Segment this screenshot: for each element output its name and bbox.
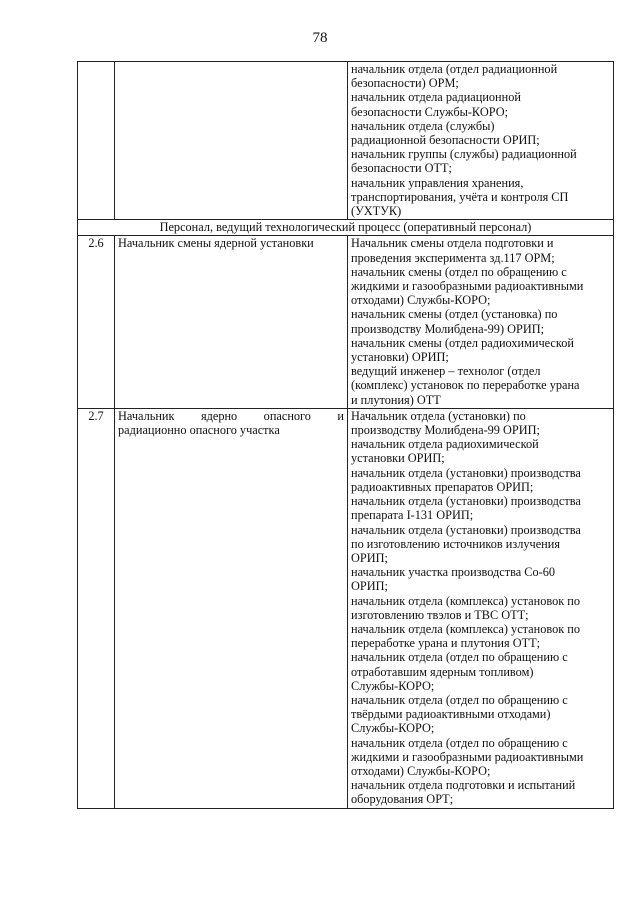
personnel-table — [77, 61, 614, 809]
position-line: радиационно опасного участка — [118, 423, 280, 438]
position-cell: Начальник смены ядерной установки — [115, 236, 348, 408]
table-row — [78, 236, 614, 408]
responsible-cell — [348, 408, 614, 808]
responsible-list: начальник отдела (отдел радиационной безопасности) ОРМ; начальник отдела радиационной безопасности Службы-КОРО; начальник отдела (службы) радиационной безопасности ОРИП; начальник группы (службы) радиационной безопасности ОТТ; начальник управления хранения, транспортирования, учёта и контроля СП (УХТУК) — [351, 62, 577, 219]
section-heading-row — [78, 220, 614, 236]
position-cell — [115, 408, 348, 808]
row-number-cell: 2.6 — [78, 236, 115, 408]
page-number: 78 — [312, 30, 328, 46]
responsible-list: Начальник отдела (установки) по производству Молибдена-99 ОРИП; начальник отдела радиохимической установки ОРИП; начальник отдела (установки) производства радиоактивных препаратов ОРИП; начальник отдела (установки) производства препарата I-131 ОРИП; начальник отдела (установки) производства по изготовлению источников излучения ОРИП; начальник участка производства Со-60 ОРИП; начальник отдела (комплекса) установок по изготовлению твэлов и ТВС ОТТ; начальник отдела (комплекса) установок по переработке урана и плутония ОТТ; начальник отдела (отдел по обращению с отработавшим ядерным топливом) Службы-КОРО; начальник отдела (отдел по обращению с твёрдыми радиоактивными отходами) Службы-КОРО; начальник отдела (отдел по обращению с жидкими и газообразными радиоактивными отходами) Службы-КОРО; начальник отдела подготовки и испытаний оборудования ОРТ; — [351, 408, 584, 807]
responsible-cell — [348, 62, 614, 220]
position-line: Начальник ядерно опасного и — [118, 408, 344, 423]
responsible-list: Начальник смены отдела подготовки и проведения эксперимента зд.117 ОРМ; начальник смены (отдел по обращению с жидкими и газообразными радиоактивными отходами) Службы-КОРО; начальник смены (отдел (установка) по производству Молибдена-99) ОРИП; начальник смены (отдел радиохимической установки) ОРИП; ведущий инженер – технолог (отдел (комплекс) установок по переработке урана и плутония) ОТТ — [351, 236, 584, 407]
table-row — [78, 62, 614, 220]
responsible-cell — [348, 236, 614, 408]
section-heading: Персонал, ведущий технологический процесс (оперативный персонал) — [78, 220, 614, 236]
row-number-cell — [78, 62, 115, 220]
row-number-cell: 2.7 — [78, 408, 115, 808]
position-cell — [115, 62, 348, 220]
table-row — [78, 408, 614, 808]
